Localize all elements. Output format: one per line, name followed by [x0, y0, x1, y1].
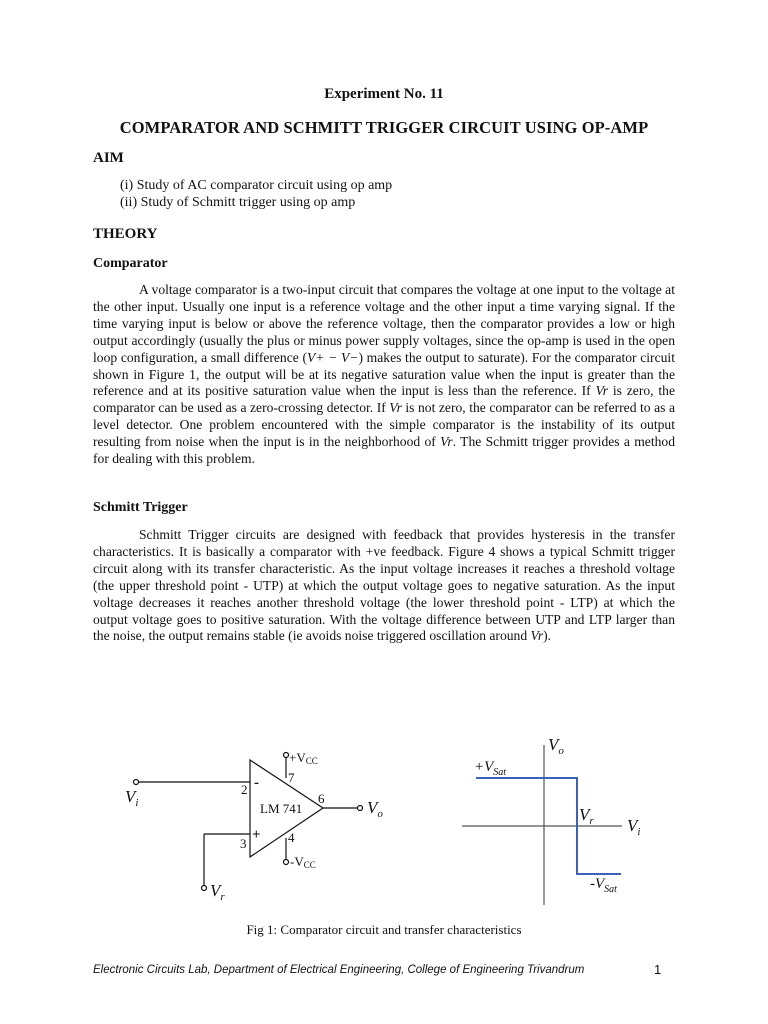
opamp-label: LM 741 — [260, 801, 303, 816]
neg-sat-label: $-V_{Sat}$ — [590, 876, 617, 895]
aim-item: (ii) Study of Schmitt trigger using op amp — [120, 195, 356, 210]
page-number: 1 — [654, 962, 662, 977]
theory-heading: THEORY — [93, 226, 158, 242]
document-title: COMPARATOR AND SCHMITT TRIGGER CIRCUIT USING OP-AMP — [119, 118, 649, 137]
transfer-vi-label: $V_i$ — [627, 816, 641, 838]
comparator-heading: Comparator — [93, 256, 168, 271]
page-footer: Electronic Circuits Lab, Department of Electrical Engineering, College of Engineering Trivandrum — [93, 964, 585, 976]
math-vr: Vr — [595, 383, 609, 399]
figure-caption: Fig 1: Comparator circuit and transfer characteristics — [246, 922, 522, 937]
vcc-neg-label: -VCC — [290, 854, 316, 870]
experiment-number: Experiment No. 11 — [324, 86, 444, 102]
math-voltage-difference: V+ − V− — [307, 349, 359, 365]
pin-6-label: 6 — [318, 791, 325, 806]
transfer-vo-label: $V_o$ — [548, 735, 564, 757]
pin-4-label: 4 — [288, 830, 295, 845]
minus-sign: - — [254, 775, 259, 791]
vi-label: $V_i$ — [125, 787, 139, 809]
vcc-pos-label: +VCC — [289, 750, 318, 766]
comparator-circuit — [134, 753, 363, 891]
vo-label: $V_o$ — [367, 798, 383, 820]
math-vr: Vr — [440, 434, 453, 450]
aim-list — [120, 177, 392, 211]
circuit-labels — [125, 750, 383, 903]
transfer-vr-label: $V_r$ — [579, 805, 594, 827]
aim-item: (i) Study of AC comparator circuit using op amp — [120, 178, 393, 193]
schmitt-paragraph: Schmitt Trigger circuits are designed with feedback that provides hysteresis in the transfer characteristics. It is basically a comparator with +ve feedback. Figure 4 shows a typical Schmitt trigger circuit along with its transfer characteristic. As the input voltage increases it reaches a threshold voltage (the upper threshold point - UTP) at which the output voltage goes to negative saturation. As the input voltage decreases it reaches another threshold voltage (the lower threshold point - LTP) at which the output voltage goes to positive saturation. With the voltage difference between UTP and LTP larger than the noise, the output remains stable (ie avoids noise triggered oscillation around Vr). — [93, 527, 675, 644]
vr-label: $V_r$ — [210, 881, 225, 903]
figure-1 — [0, 720, 768, 920]
plus-sign: + — [252, 827, 261, 843]
math-vr: Vr — [530, 628, 544, 644]
schmitt-heading: Schmitt Trigger — [93, 500, 188, 515]
aim-heading: AIM — [93, 150, 124, 166]
comparator-paragraph: A voltage comparator is a two-input circuit that compares the voltage at one input to the voltage at the other input. Usually one input is a reference voltage and the other input a time varying signal. If the time varying input is below or above the reference voltage, then the comparator provides a low or high output accordingly (usually the plus or minus power supply voltages, since the op-amp is used in the open loop configuration, a small difference (V+ − V−) makes the output to saturate). For the comparator circuit shown in Figure 1, the output will be at its negative saturation value when the input is greater than the reference and at its positive saturation value when the input is less than the reference. If Vr is zero, the comparator can be used as a zero-crossing detector. If Vr is not zero, the comparator can be referred to as a level detector. One problem encountered with the simple comparator is the instability of its output resulting from noise when the input is in the neighborhood of Vr. The Schmitt trigger provides a method for dealing with this problem. — [93, 282, 675, 467]
pin-7-label: 7 — [288, 770, 295, 785]
transfer-characteristic — [462, 735, 640, 905]
math-vr: Vr — [389, 400, 402, 416]
pos-sat-label: $+V_{Sat}$ — [474, 759, 507, 778]
pin-2-label: 2 — [241, 782, 248, 797]
pin-3-label: 3 — [240, 836, 247, 851]
